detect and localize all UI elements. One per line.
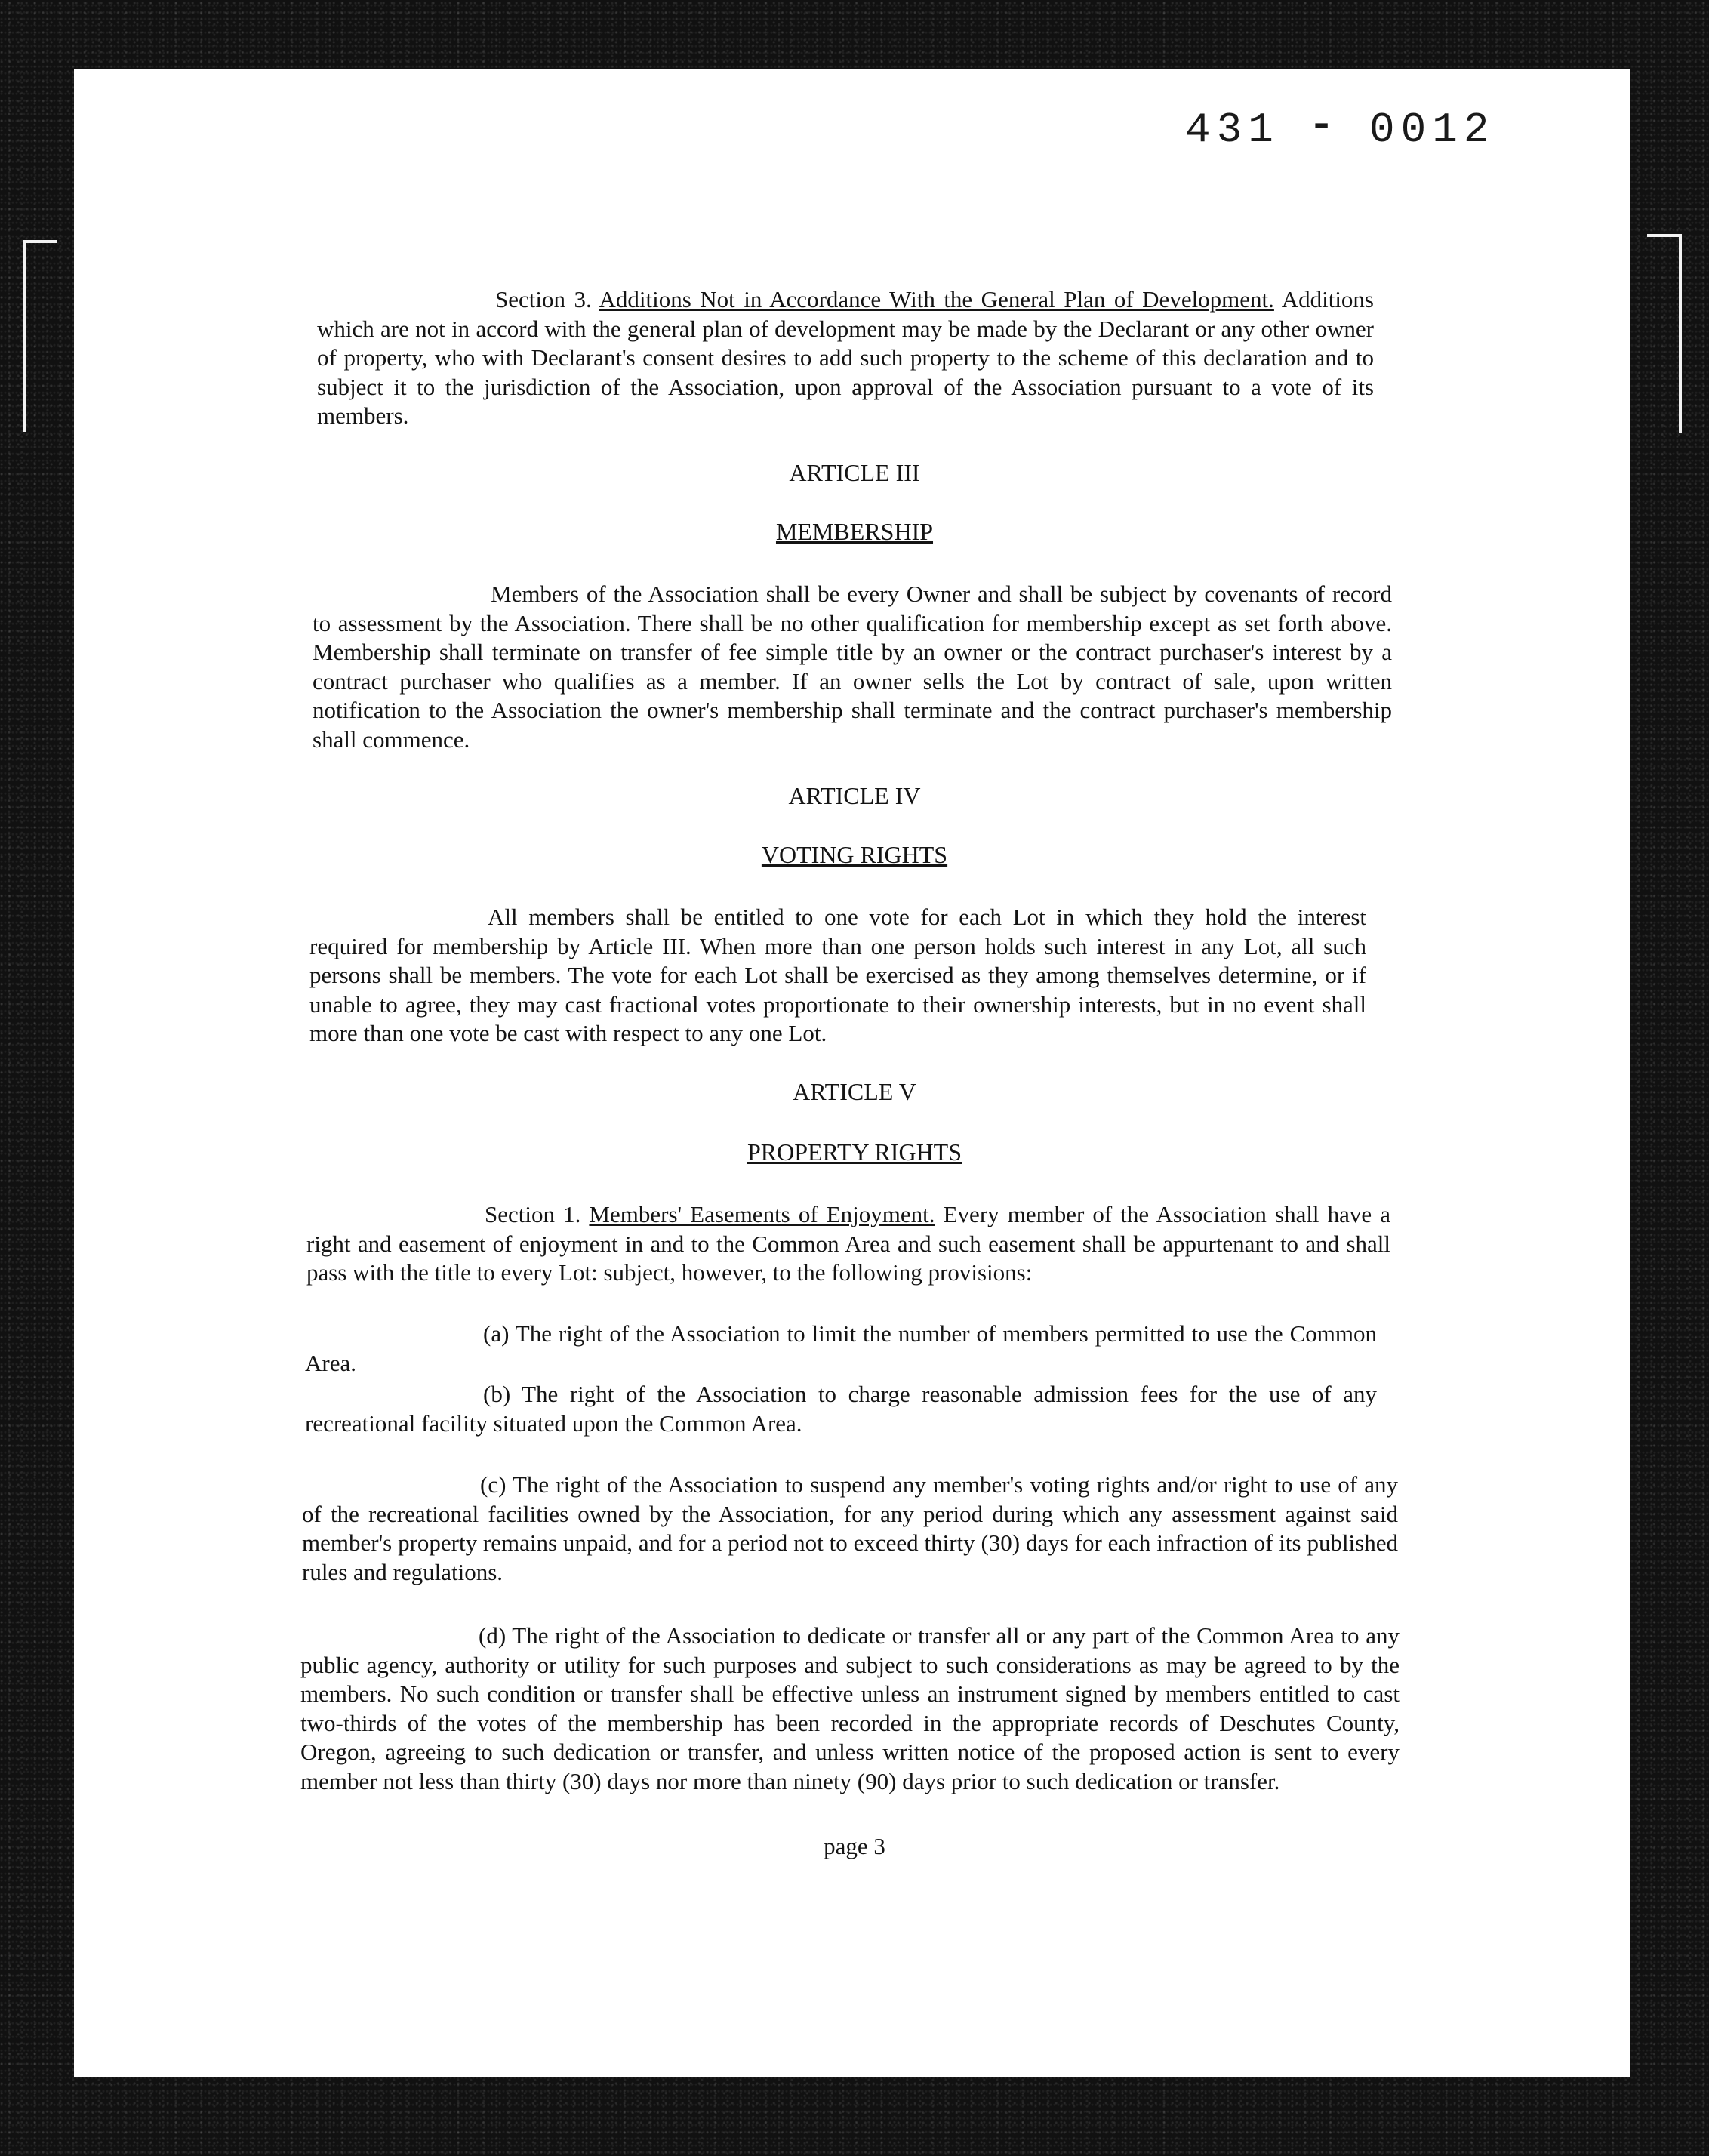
left-crop-bracket bbox=[23, 240, 57, 432]
provision-a-text: (a) The right of the Association to limit the number of members permitted to use the Common Area. bbox=[305, 1320, 1377, 1376]
provision-b-text: (b) The right of the Association to charge reasonable admission fees for the use of any recreational facility situated upon the Common Area. bbox=[305, 1381, 1377, 1437]
provision-c-text: (c) The right of the Association to suspend any member's voting rights and/or right to use of any of the recreational facilities owned by the Association, for any period during which any assessment against said member's property remains unpaid, and for a period not to exceed thirty (30) days for each infraction of its published rules and regulations. bbox=[302, 1471, 1398, 1585]
section-1-title: Members' Easements of Enjoyment. bbox=[589, 1201, 935, 1227]
provision-c bbox=[302, 1471, 1398, 1587]
article-4-title: VOTING RIGHTS bbox=[761, 841, 948, 868]
provision-d-text: (d) The right of the Association to dedicate or transfer all or any part of the Common Area to any public agency, authority or utility for such purposes and subject to such considerations as may be agreed to by the members. No such condition or transfer shall be effective unless an instrument signed by members entitled to cast two-thirds of the votes of the membership has been recorded in the appropriate records of Deschutes County, Oregon, agreeing to such dedication or transfer, and unless written notice of the proposed action is sent to every member not less than thirty (30) days nor more than ninety (90) days prior to such dedication or transfer. bbox=[300, 1622, 1400, 1794]
article-5-section-1-paragraph bbox=[306, 1200, 1390, 1288]
article-5-title: PROPERTY RIGHTS bbox=[747, 1138, 962, 1166]
section-3-paragraph bbox=[317, 285, 1374, 431]
article-4-paragraph bbox=[309, 903, 1366, 1049]
article-3-body: Members of the Association shall be every Owner and shall be subject by covenants of record to assessment by the Association. There shall be no other qualification for membership except as set forth above. Membership shall terminate on transfer of fee simple title by an owner or the contract purchaser's interest by a contract purchaser who qualifies as a member. If an owner sells the Lot by contract of sale, upon written notification to the Association the owner's membership shall terminate and the contract purchaser's membership shall commence. bbox=[313, 581, 1392, 753]
section-1-label: Section 1. bbox=[485, 1201, 581, 1227]
section-1-body: Every member of the Association shall have a right and easement of enjoyment in and to the Common Area and such easement shall be appurtenant to and shall pass with the title to every Lot: subject, however, to the following provisions: bbox=[306, 1201, 1391, 1286]
article-5-number: ARTICLE V bbox=[793, 1078, 916, 1105]
provision-b bbox=[305, 1380, 1377, 1438]
section-3-body: Additions which are not in accord with the general plan of development may be made by the Declarant or any other owner of property, who with Declarant's consent desires to add such property to the scheme of this declaration and to subject it to the jurisdiction of the Association, upon approval of the Association pursuant to a vote of its members. bbox=[317, 286, 1374, 429]
section-3-title: Additions Not in Accordance With the General Plan of Development. bbox=[599, 286, 1274, 313]
document-number: 431 ⁃ 0012 bbox=[1185, 106, 1495, 154]
page-number: page 3 bbox=[824, 1833, 885, 1859]
article-3-paragraph bbox=[313, 580, 1392, 754]
section-3-label: Section 3. bbox=[495, 286, 592, 313]
article-4-body: All members shall be entitled to one vote for each Lot in which they hold the interest required for membership by Article III. When more than one person holds such interest in any Lot, all such persons shall be members. The vote for each Lot shall be exercised as they among themselves determine, or if unable to agree, they may cast fractional votes proportionate to their ownership interests, but in no event shall more than one vote be cast with respect to any one Lot. bbox=[309, 904, 1366, 1046]
right-crop-bracket bbox=[1647, 234, 1682, 433]
article-3-number: ARTICLE III bbox=[789, 459, 920, 486]
provision-a bbox=[305, 1320, 1377, 1378]
provision-d bbox=[300, 1622, 1400, 1796]
article-4-number: ARTICLE IV bbox=[788, 782, 921, 809]
article-3-title: MEMBERSHIP bbox=[775, 518, 934, 545]
